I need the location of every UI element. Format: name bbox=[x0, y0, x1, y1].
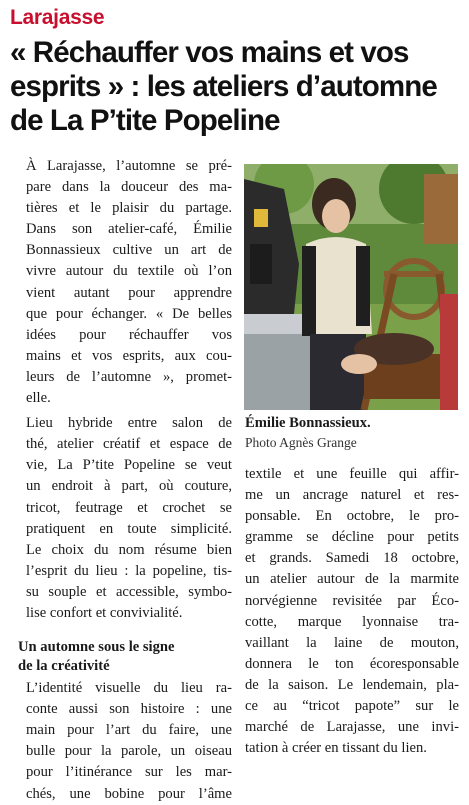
workshop-photo-illustration bbox=[244, 164, 458, 410]
text-line: cotte, marque lyonnaise tra- bbox=[245, 613, 459, 630]
headline-line: esprits » : les ateliers d’automne bbox=[10, 70, 437, 103]
text-line: tation à créer en tissant du lien. bbox=[245, 740, 427, 757]
text-line: elle. bbox=[26, 390, 51, 407]
text-line: de la saison. Le lendemain, pla- bbox=[245, 676, 459, 693]
text-line: chés, une bobine pour l’âme bbox=[26, 785, 232, 802]
caption-name: Émilie Bonnassieux. bbox=[245, 415, 371, 431]
text-line: tières et le plaisir du partage. bbox=[26, 200, 232, 217]
text-line: À Larajasse, l’automne se pré- bbox=[26, 158, 232, 174]
article-photo bbox=[244, 164, 458, 410]
paragraph-venue bbox=[10, 413, 232, 624]
text-line: vivre autour du textile où l’on bbox=[26, 263, 232, 280]
paragraph-intro bbox=[10, 156, 232, 409]
text-line: thé, atelier créatif et espace de bbox=[26, 436, 232, 453]
text-line: marché de Larajasse, une invi- bbox=[245, 719, 459, 736]
text-line: et grands. Samedi 18 octobre, bbox=[245, 550, 459, 567]
text-line: pare dans la douceur des ma- bbox=[26, 179, 232, 196]
photo-caption bbox=[245, 414, 459, 452]
text-line: textile et une feuille qui affir- bbox=[245, 466, 459, 482]
subhead-line: de la créativité bbox=[18, 658, 110, 675]
text-line: idées pour réchauffer vos bbox=[26, 326, 232, 343]
text-line: me un ancrage naturel et res- bbox=[245, 487, 459, 504]
section-subhead bbox=[10, 638, 232, 676]
photo-credit: Photo Agnès Grange bbox=[245, 435, 357, 450]
article-headline bbox=[10, 36, 462, 138]
text-line: Dans son atelier-café, Émilie bbox=[26, 221, 232, 238]
subhead-line: Un automne sous le signe bbox=[18, 639, 175, 656]
text-line: vaillant la laine de mouton, bbox=[245, 634, 459, 651]
text-line: pour l’itinérance sur les mar- bbox=[26, 764, 232, 781]
text-line: ce au “tricot papote” sur le bbox=[245, 698, 459, 715]
text-line: norvégienne revisitée par Éco- bbox=[245, 592, 459, 609]
article-column-right bbox=[245, 464, 459, 759]
headline-line: de La P’tite Popeline bbox=[10, 104, 280, 137]
text-line: l’esprit du lieu : la popeline, tis- bbox=[26, 562, 232, 579]
text-line: un endroit à part, où couture, bbox=[26, 478, 232, 495]
text-line: vient autant pour apprendre bbox=[26, 284, 232, 301]
text-line: Lieu hybride entre salon de bbox=[26, 415, 232, 432]
text-line: un atelier autour de la marmite bbox=[245, 571, 459, 588]
text-line: leurs de l’automne », promet- bbox=[26, 368, 232, 385]
text-line: donnera le ton écoresponsable bbox=[245, 655, 459, 672]
text-line: conte aussi son histoire : une bbox=[26, 701, 232, 718]
text-line: bulle pour la parole, un oiseau bbox=[26, 743, 232, 760]
paragraph-program bbox=[245, 464, 459, 759]
text-line: tricot, feutrage et crochet se bbox=[26, 499, 232, 516]
text-line: mains et vos esprits, aux cou- bbox=[26, 347, 232, 364]
text-line: lise confort et convivialité. bbox=[26, 604, 183, 621]
text-line: vie, La P’tite Popeline se veut bbox=[26, 457, 232, 474]
text-line: pratiquent en toute simplicité. bbox=[26, 520, 232, 537]
article-column-left bbox=[10, 156, 232, 805]
paragraph-identity bbox=[10, 678, 232, 805]
headline-line: « Réchauffer vos mains et vos bbox=[10, 36, 409, 69]
text-line: L’identité visuelle du lieu ra- bbox=[26, 680, 232, 697]
text-line: Bonnassieux cultive un art de bbox=[26, 242, 232, 259]
text-line: gramme se décline pour petits bbox=[245, 529, 459, 546]
text-line: su souple et accessible, symbo- bbox=[26, 583, 232, 600]
text-line: main pour l’art du faire, une bbox=[26, 722, 232, 739]
section-kicker: Larajasse bbox=[10, 6, 105, 29]
text-line: que pour échanger. « De belles bbox=[26, 305, 232, 322]
text-line: Le choix du nom résume bien bbox=[26, 541, 232, 558]
text-line: ponsable. En octobre, le pro- bbox=[245, 508, 459, 525]
